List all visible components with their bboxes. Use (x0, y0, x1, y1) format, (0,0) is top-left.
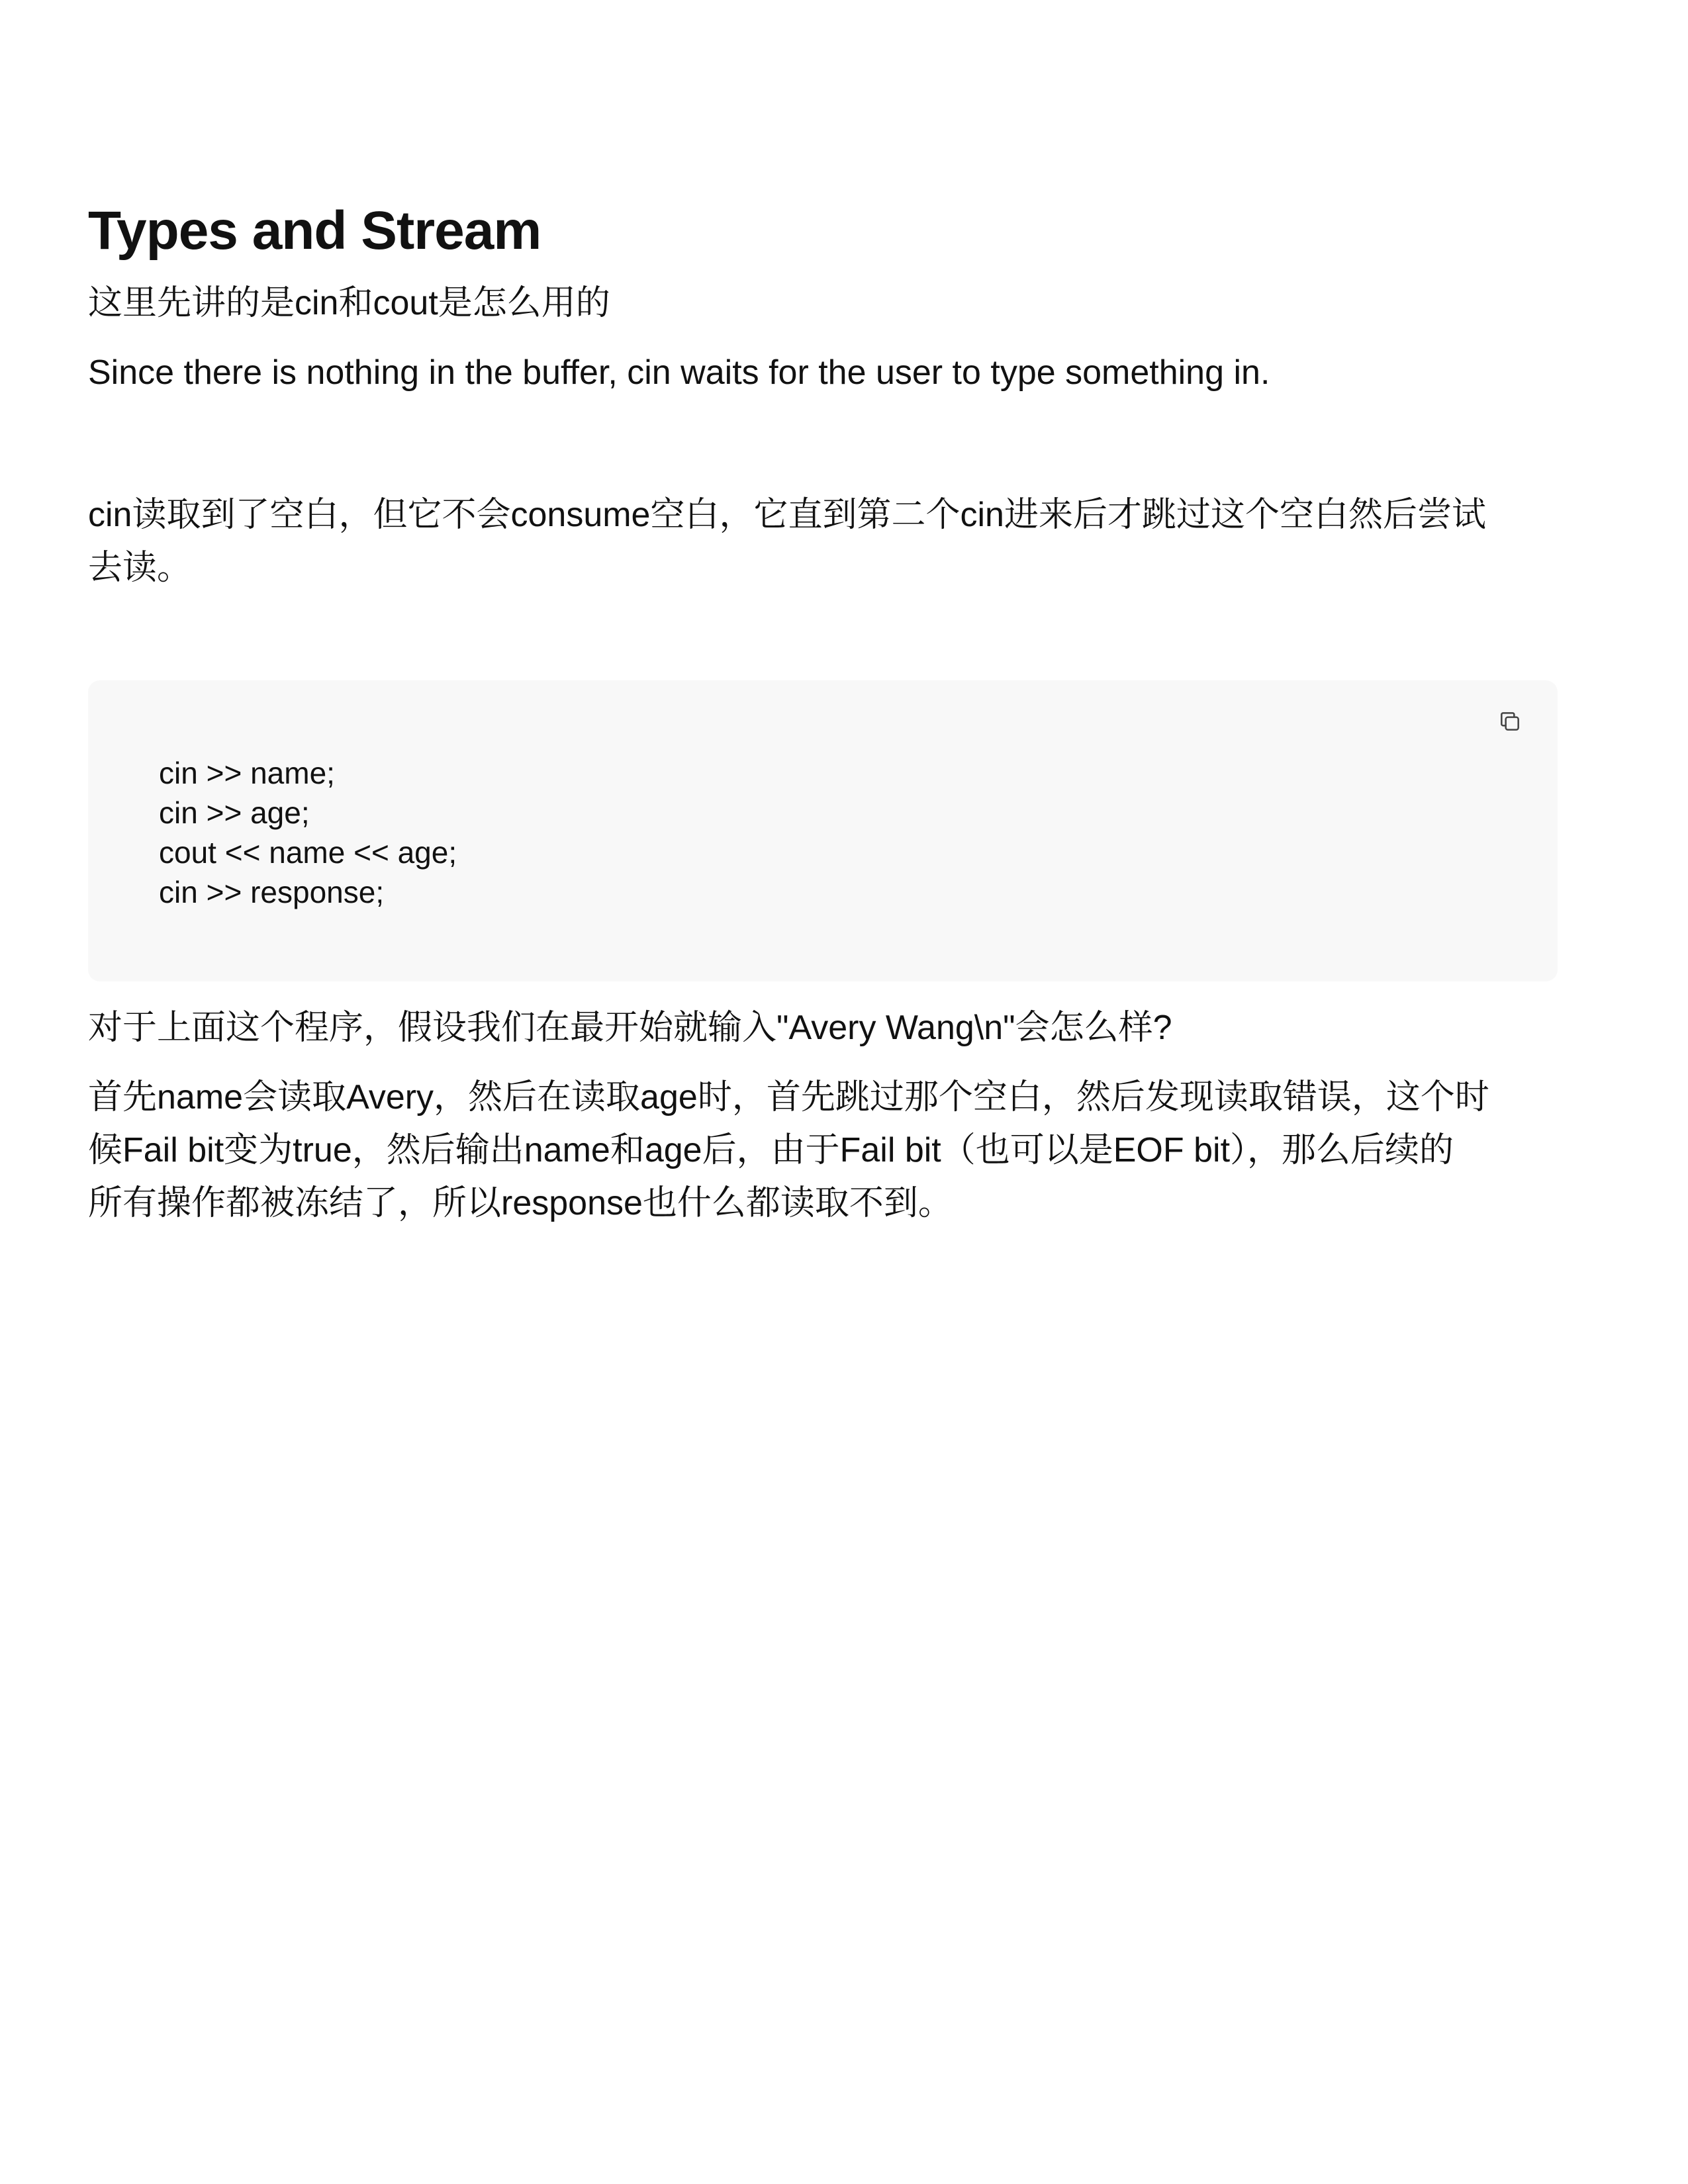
answer-paragraph-line: 所有操作都被冻结了，所以response也什么都读取不到。 (88, 1184, 953, 1223)
document-content (88, 199, 1558, 1230)
code-line: cin >> name; (159, 756, 335, 791)
answer-paragraph (88, 1071, 1558, 1230)
answer-paragraph-line: 候Fail bit变为true，然后输出name和age后，由于Fail bit（也可以是EOF bit），那么后续的 (88, 1131, 1454, 1170)
question-paragraph: 对于上面这个程序，假设我们在最开始就输入"Avery Wang\n"会怎么样? (88, 1009, 1172, 1048)
answer-paragraph-line: 首先name会读取Avery，然后在读取age时，首先跳过那个空白，然后发现读取错误，这个时 (88, 1078, 1489, 1117)
whitespace-paragraph-line: cin读取到了空白，但它不会consume空白，它直到第二个cin进来后才跳过这个空白然后尝试 (88, 496, 1486, 535)
intro-paragraph: 这里先讲的是cin和cout是怎么用的 (88, 284, 610, 323)
code-line: cin >> age; (159, 796, 310, 831)
copy-button[interactable] (1490, 702, 1530, 741)
buffer-paragraph: Since there is nothing in the buffer, cin waits for the user to type something in. (88, 353, 1270, 392)
copy-icon (1497, 709, 1523, 734)
page-title: Types and Stream (88, 201, 541, 261)
whitespace-paragraph (88, 488, 1558, 594)
code-line: cout << name << age; (159, 835, 457, 870)
whitespace-paragraph-line: 去读。 (88, 549, 192, 588)
code-block (88, 680, 1558, 981)
code-line: cin >> response; (159, 875, 385, 910)
